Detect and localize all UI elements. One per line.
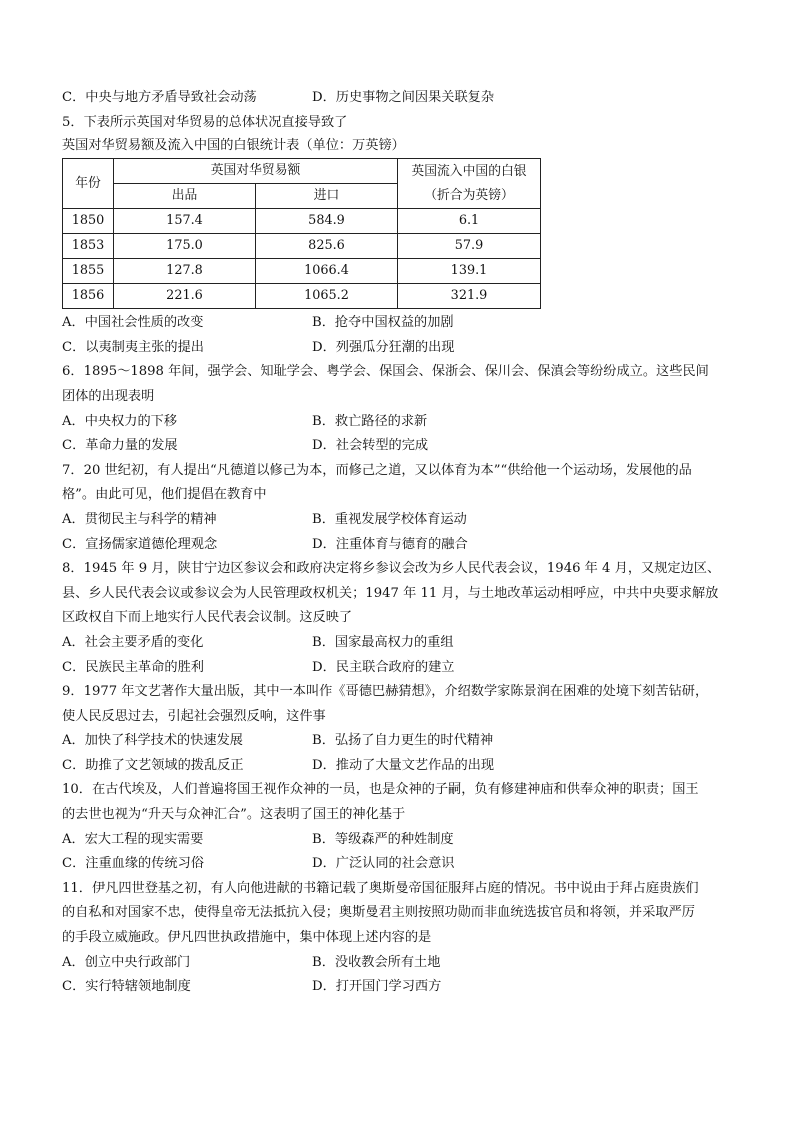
header-silver	[398, 159, 541, 209]
q6-options-cd	[62, 434, 742, 459]
q10-stem-line2: 的去世也视为“升天与众神汇合”。这表明了国王的神化基于	[62, 807, 406, 823]
q11-option-a: A．创立中央行政部门	[62, 954, 191, 970]
q7-stem-line1: 7．20 世纪初，有人提出“凡德道以修己为本，而修己之道，又以体育为本”“供给他一个运动场，发展他的品	[62, 462, 692, 478]
header-silver-line1: 英国流入中国的白银	[411, 163, 527, 179]
header-silver-line2: （折合为英镑）	[424, 187, 514, 203]
table-row	[63, 259, 541, 284]
cell-import: 1066.4	[256, 259, 398, 284]
cell-silver: 321.9	[398, 284, 541, 309]
q9-stem-line2: 使人民反思过去，引起社会强烈反响，这件事	[62, 708, 326, 724]
header-export: 出品	[114, 184, 256, 209]
cell-export: 127.8	[114, 259, 256, 284]
q11-stem-line1: 11．伊凡四世登基之初，有人向他进献的书籍记载了奥斯曼帝国征服拜占庭的情况。书中说由于拜占庭贵族们	[62, 880, 699, 896]
q9-option-b: B．弘扬了自力更生的时代精神	[312, 733, 494, 749]
q11-stem-line3: 的手段立威施政。伊凡四世执政措施中，集中体现上述内容的是	[62, 930, 432, 946]
cell-import: 1065.2	[256, 284, 398, 309]
q9-option-c: C．助推了文艺领域的拨乱反正	[62, 757, 244, 773]
q10-option-c: C．注重血缘的传统习俗	[62, 856, 204, 872]
q8-option-d: D．民主联合政府的建立	[312, 659, 455, 675]
q11-option-c: C．实行特辖领地制度	[62, 979, 191, 995]
table-row	[63, 209, 541, 234]
cell-year: 1855	[63, 259, 114, 284]
q8-stem-line3: 区政权自下而上地实行人民代表会议制。这反映了	[62, 610, 353, 626]
q8-options-ab	[62, 631, 742, 656]
cell-year: 1853	[63, 234, 114, 259]
cell-year: 1850	[63, 209, 114, 234]
q5-stem: 5．下表所示英国对华贸易的总体状况直接导致了	[62, 114, 348, 130]
q7-option-a: A．贯彻民主与科学的精神	[62, 511, 217, 527]
q5-options-cd	[62, 336, 742, 361]
cell-silver: 57.9	[398, 234, 541, 259]
q11-options-cd	[62, 975, 742, 1000]
q6-option-b: B．救亡路径的求新	[312, 413, 428, 429]
cell-year: 1856	[63, 284, 114, 309]
q10-option-b: B．等级森严的种姓制度	[312, 831, 454, 847]
q9-options-cd	[62, 754, 742, 779]
header-import: 进口	[256, 184, 398, 209]
q8-option-b: B．国家最高权力的重组	[312, 634, 454, 650]
q7-option-d: D．注重体育与德育的融合	[312, 536, 468, 552]
q4-option-c: C．中央与地方矛盾导致社会动荡	[62, 90, 257, 105]
exam-page	[62, 86, 742, 1000]
q10-option-d: D．广泛认同的社会意识	[312, 856, 455, 872]
q10-stem-line1: 10．在古代埃及，人们普遍将国王视作众神的一员，也是众神的子嗣，负有修建神庙和供奉众神的职责；国王	[62, 782, 699, 798]
q5-option-b: B．抢夺中国权益的加剧	[312, 315, 454, 331]
q6-options-ab	[62, 410, 742, 435]
q8-option-c: C．民族民主革命的胜利	[62, 659, 204, 675]
q4-options-cd	[62, 86, 742, 111]
q5-option-c: C．以夷制夷主张的提出	[62, 339, 204, 355]
q5-table-caption: 英国对华贸易额及流入中国的白银统计表（单位：万英镑）	[62, 138, 405, 154]
trade-table	[62, 158, 541, 309]
cell-import: 584.9	[256, 209, 398, 234]
q11-option-b: B．没收教会所有土地	[312, 954, 441, 970]
q5-option-a: A．中国社会性质的改变	[62, 315, 204, 331]
q6-stem-line2: 团体的出现表明	[62, 388, 155, 404]
q9-stem-line1: 9．1977 年文艺著作大量出版，其中一本叫作《哥德巴赫猜想》，介绍数学家陈景润在困难的处境下刻苦钻研，	[62, 684, 709, 700]
q8-options-cd	[62, 656, 742, 681]
table-row	[63, 284, 541, 309]
header-year: 年份	[63, 159, 114, 209]
cell-export: 175.0	[114, 234, 256, 259]
q7-stem-line2: 格”。由此可见，他们提倡在教育中	[62, 487, 267, 503]
q6-option-d: D．社会转型的完成	[312, 438, 429, 454]
cell-import: 825.6	[256, 234, 398, 259]
q4-option-d: D．历史事物之间因果关联复杂	[312, 90, 495, 105]
q5-options-ab	[62, 311, 742, 336]
header-trade: 英国对华贸易额	[114, 159, 398, 184]
q8-stem-line1: 8．1945 年 9 月，陕甘宁边区参议会和政府决定将乡参议会改为乡人民代表会议，1946 年 4 月，又规定边区、	[62, 561, 721, 577]
cell-silver: 139.1	[398, 259, 541, 284]
q7-options-cd	[62, 533, 742, 558]
q7-option-b: B．重视发展学校体育运动	[312, 511, 467, 527]
q11-option-d: D．打开国门学习西方	[312, 979, 442, 995]
q6-stem-line1: 6．1895～1898 年间，强学会、知耻学会、粤学会、保国会、保浙会、保川会、保滇会等纷纷成立。这些民间	[62, 364, 709, 380]
q8-option-a: A．社会主要矛盾的变化	[62, 634, 204, 650]
q7-options-ab	[62, 508, 742, 533]
q10-options-cd	[62, 852, 742, 877]
q10-options-ab	[62, 828, 742, 853]
q9-option-a: A．加快了科学技术的快速发展	[62, 733, 243, 749]
table-row	[63, 234, 541, 259]
q6-option-a: A．中央权力的下移	[62, 413, 178, 429]
cell-silver: 6.1	[398, 209, 541, 234]
q7-option-c: C．宣扬儒家道德伦理观念	[62, 536, 218, 552]
q9-options-ab	[62, 729, 742, 754]
q9-option-d: D．推动了大量文艺作品的出现	[312, 757, 495, 773]
cell-export: 157.4	[114, 209, 256, 234]
q5-option-d: D．列强瓜分狂潮的出现	[312, 339, 455, 355]
q11-stem-line2: 的自私和对国家不忠，使得皇帝无法抵抗入侵；奥斯曼君主则按照功勋而非血统选拔官员和将领，并采取严厉	[62, 905, 695, 921]
q6-option-c: C．革命力量的发展	[62, 438, 178, 454]
q10-option-a: A．宏大工程的现实需要	[62, 831, 204, 847]
q11-options-ab	[62, 951, 742, 976]
cell-export: 221.6	[114, 284, 256, 309]
q8-stem-line2: 县、乡人民代表会议或参议会为人民管理政权机关；1947 年 11 月，与土地改革运动相呼应，中共中央要求解放	[62, 585, 719, 601]
